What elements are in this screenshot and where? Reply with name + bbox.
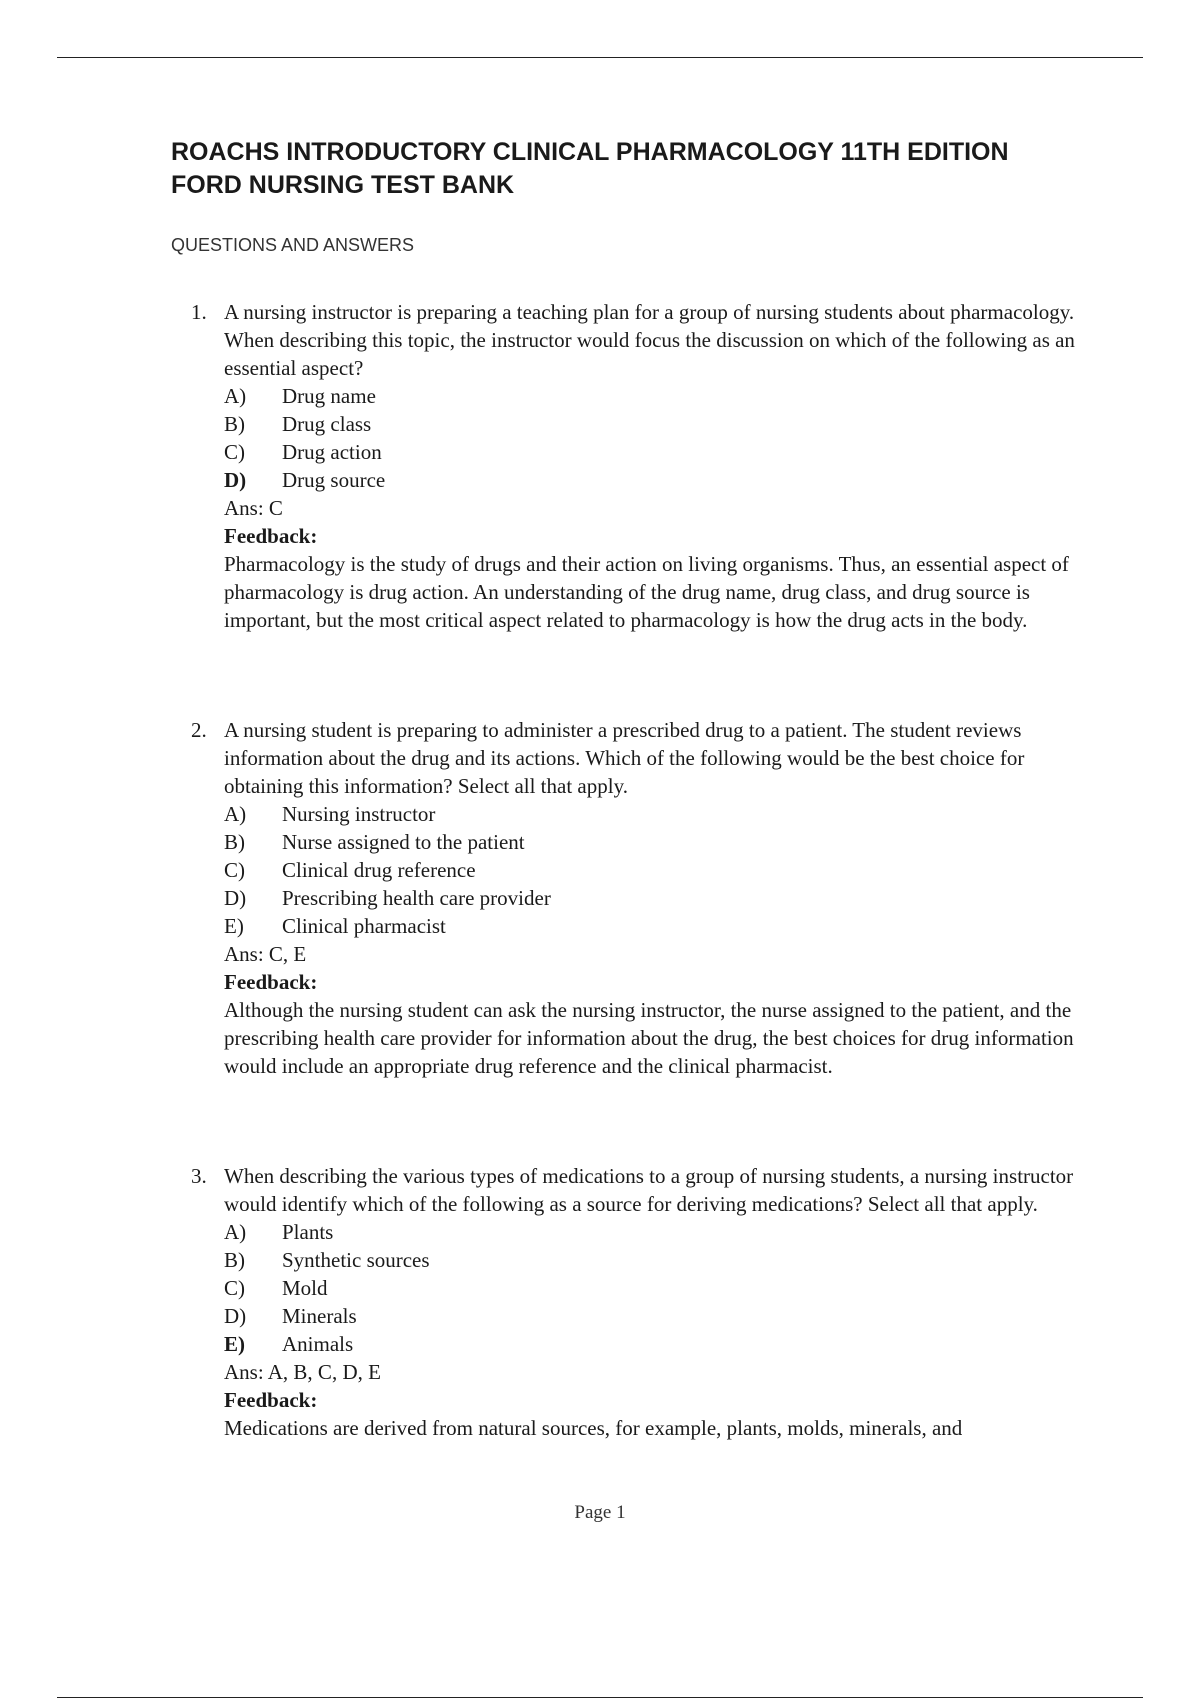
option-text: Drug action [282,440,382,464]
option-text: Plants [282,1220,334,1244]
option-letter: B) [224,412,245,436]
option-text: Synthetic sources [282,1248,430,1272]
option-a [224,1218,1091,1246]
option-d [224,1302,1091,1330]
option-text: Nurse assigned to the patient [282,830,525,854]
question-number: 2. [191,718,207,742]
option-letter: D) [224,1304,247,1328]
option-letter: A) [224,1220,247,1244]
document-title [171,136,1111,202]
answer: Ans: C, E [224,942,307,966]
option-a [224,800,1091,828]
option-text: Drug source [282,468,386,492]
title-line-2: FORD NURSING TEST BANK [171,171,515,199]
option-a [224,382,1091,410]
option-e [224,1330,1091,1358]
option-text: Minerals [282,1304,357,1328]
feedback-text: Although the nursing student can ask the nursing instructor, the nurse assigned to the patient, and the prescribing health care provider for information about the drug, the best choices for drug information would include an appropriate drug reference and the clinical pharmacist. [224,998,1074,1078]
feedback-label: Feedback: [224,970,318,994]
question-3 [191,1162,1091,1442]
option-letter: E) [224,914,244,938]
feedback-label: Feedback: [224,1388,318,1412]
option-text: Drug name [282,384,376,408]
option-letter: B) [224,1248,245,1272]
question-2 [191,716,1091,1080]
feedback-text: Pharmacology is the study of drugs and their action on living organisms. Thus, an essential aspect of pharmacology is drug action. An understanding of the drug name, drug class, and drug source is important, but the most critical aspect related to pharmacology is how the drug acts in the body. [224,552,1069,632]
option-b [224,410,1091,438]
feedback-label: Feedback: [224,524,318,548]
option-e [224,912,1091,940]
option-letter: E) [224,1332,245,1356]
top-rule [57,57,1143,58]
option-b [224,828,1091,856]
question-text: When describing the various types of medications to a group of nursing students, a nursing instructor would identify which of the following as a source for deriving medications? Select all that apply. [224,1164,1074,1216]
option-c [224,1274,1091,1302]
option-text: Nursing instructor [282,802,436,826]
option-text: Animals [282,1332,354,1356]
answer: Ans: C [224,496,283,520]
option-c [224,856,1091,884]
option-text: Drug class [282,412,372,436]
option-letter: C) [224,858,245,882]
option-d [224,884,1091,912]
bottom-rule [57,1697,1143,1698]
option-letter: A) [224,384,247,408]
option-b [224,1246,1091,1274]
option-letter: D) [224,468,247,492]
option-text: Prescribing health care provider [282,886,551,910]
option-text: Mold [282,1276,328,1300]
option-text: Clinical pharmacist [282,914,446,938]
option-letter: A) [224,802,247,826]
question-text: A nursing student is preparing to administer a prescribed drug to a patient. The student reviews information about the drug and its actions. Which of the following would be the best choice for obtaining this information? Select all that apply. [224,718,1025,798]
option-letter: D) [224,886,247,910]
option-c [224,438,1091,466]
option-letter: C) [224,440,245,464]
answer: Ans: A, B, C, D, E [224,1360,381,1384]
option-letter: C) [224,1276,245,1300]
question-number: 1. [191,300,207,324]
title-line-1: ROACHS INTRODUCTORY CLINICAL PHARMACOLOGY 11TH EDITION [171,138,1009,166]
page-number: Page 1 [574,1502,626,1523]
option-letter: B) [224,830,245,854]
question-text: A nursing instructor is preparing a teaching plan for a group of nursing students about pharmacology. When describing this topic, the instructor would focus the discussion on which of the following as an essential aspect? [224,300,1075,380]
document-subtitle: QUESTIONS AND ANSWERS [171,235,415,255]
option-text: Clinical drug reference [282,858,476,882]
question-number: 3. [191,1164,207,1188]
option-d [224,466,1091,494]
feedback-text: Medications are derived from natural sources, for example, plants, molds, minerals, and [224,1416,963,1440]
question-1 [191,298,1091,634]
